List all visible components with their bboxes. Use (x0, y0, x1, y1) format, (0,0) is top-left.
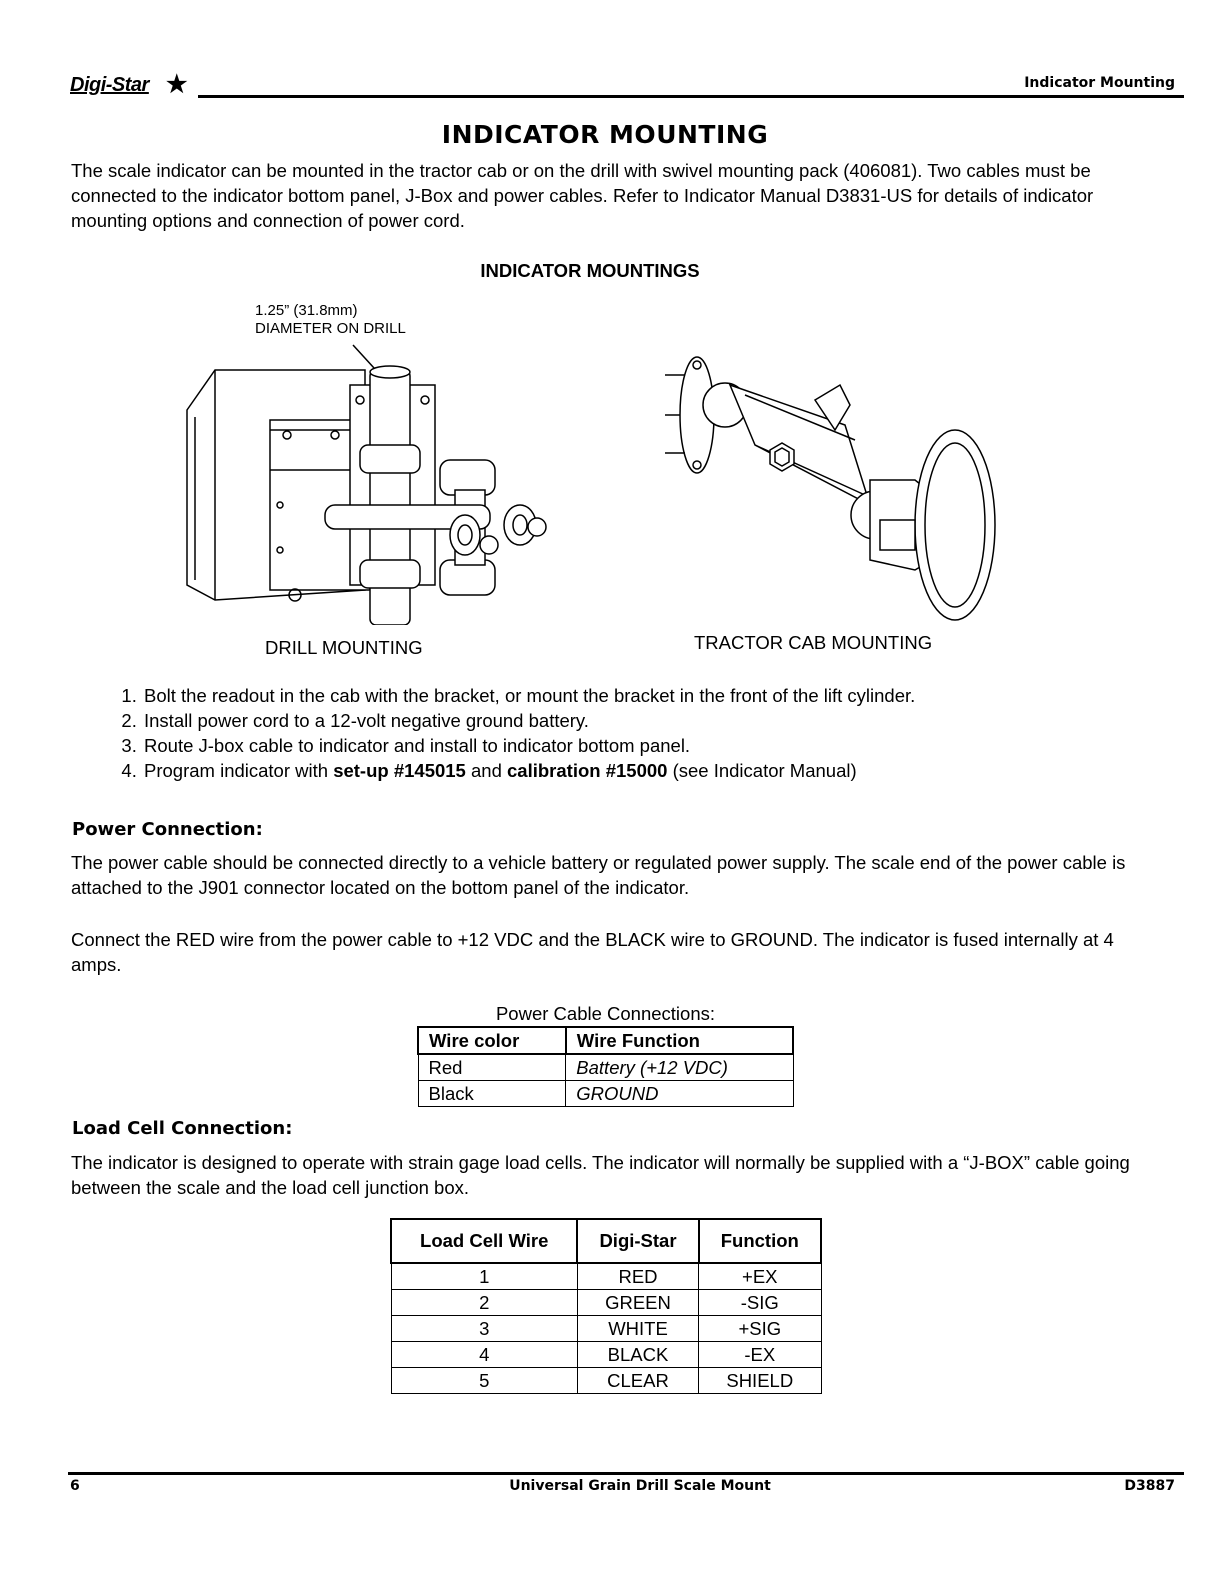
table-row (418, 1081, 793, 1107)
table-cell: -SIG (699, 1290, 821, 1316)
table-cell: GROUND (566, 1081, 793, 1107)
step-text: Program indicator with (144, 760, 334, 781)
document-number: D3887 (1124, 1478, 1175, 1494)
footer-title: Universal Grain Drill Scale Mount (509, 1478, 771, 1494)
step-text: and (465, 760, 508, 781)
step-text: Install power cord to a 12-volt negative ground battery. (144, 710, 589, 731)
table-cell: 3 (391, 1316, 577, 1342)
power-connection-heading: Power Connection: (72, 819, 263, 840)
step-text: Route J-box cable to indicator and install to indicator bottom panel. (144, 735, 691, 756)
table-row (391, 1263, 821, 1290)
table-header-row (391, 1219, 821, 1263)
load-cell-connection-heading: Load Cell Connection: (72, 1118, 293, 1139)
table-cell: BLACK (577, 1342, 698, 1368)
table-cell: CLEAR (577, 1368, 698, 1394)
dimension-line-2: DIAMETER ON DRILL (255, 320, 406, 337)
table-row (391, 1368, 821, 1394)
step-item (142, 708, 915, 733)
star-icon: ★ (166, 71, 188, 98)
page-number: 6 (70, 1478, 80, 1494)
column-header: Wire Function (566, 1027, 793, 1054)
power-cable-table (417, 1026, 794, 1107)
step-item (142, 683, 915, 708)
drill-mounting-caption: DRILL MOUNTING (265, 637, 423, 658)
step-text: Bolt the readout in the cab with the bracket, or mount the bracket in the front of the lift cylinder. (144, 685, 916, 706)
table-row (391, 1316, 821, 1342)
table-row (391, 1290, 821, 1316)
table-cell: +EX (699, 1263, 821, 1290)
tractor-cab-mounting-illustration (655, 330, 1015, 625)
table-cell: +SIG (699, 1316, 821, 1342)
tractor-cab-mounting-caption: TRACTOR CAB MOUNTING (694, 632, 933, 653)
column-header: Wire color (418, 1027, 566, 1054)
calibration-number: calibration #15000 (507, 760, 668, 781)
column-header: Function (699, 1219, 821, 1263)
table-cell: Black (418, 1081, 566, 1107)
dimension-label (255, 302, 406, 338)
power-table-caption: Power Cable Connections: (495, 1003, 716, 1024)
table-cell: 1 (391, 1263, 577, 1290)
step-text: (see Indicator Manual) (667, 760, 857, 781)
digi-star-logo: Digi-Star (70, 74, 149, 96)
table-cell: SHIELD (699, 1368, 821, 1394)
load-cell-table (390, 1218, 822, 1394)
intro-paragraph: The scale indicator can be mounted in the tractor cab or on the drill with swivel mounting pack (406081). Two cables must be connected to the indicator bottom panel, J-Box and power cables. Refer to Indicator Manual D3831-US for details of indicator mounting options and connection of power cord. (71, 160, 1094, 231)
column-header: Load Cell Wire (391, 1219, 577, 1263)
table-header-row (418, 1027, 793, 1054)
header-rule (198, 95, 1184, 98)
drill-mounting-illustration (175, 335, 555, 625)
table-cell: GREEN (577, 1290, 698, 1316)
column-header: Digi-Star (577, 1219, 698, 1263)
table-cell: Red (418, 1054, 566, 1081)
header-section-title: Indicator Mounting (1024, 75, 1175, 91)
table-row (391, 1342, 821, 1368)
step-item (142, 758, 915, 783)
dimension-line-1: 1.25” (31.8mm) (255, 302, 358, 319)
table-cell: -EX (699, 1342, 821, 1368)
installation-steps (100, 683, 915, 783)
table-cell: 5 (391, 1368, 577, 1394)
page-title: INDICATOR MOUNTING (441, 120, 769, 149)
table-cell: Battery (+12 VDC) (566, 1054, 793, 1081)
table-cell: RED (577, 1263, 698, 1290)
table-cell: 2 (391, 1290, 577, 1316)
table-cell: 4 (391, 1342, 577, 1368)
setup-number: set-up #145015 (333, 760, 466, 781)
power-paragraph-2: Connect the RED wire from the power cable to +12 VDC and the BLACK wire to GROUND. The indicator is fused internally at 4 amps. (71, 929, 1114, 975)
footer-rule (68, 1472, 1184, 1475)
table-cell: WHITE (577, 1316, 698, 1342)
table-row (418, 1054, 793, 1081)
power-paragraph-1: The power cable should be connected directly to a vehicle battery or regulated power supply. The scale end of the power cable is attached to the J901 connector located on the bottom panel of the indicator. (71, 852, 1126, 898)
figure-title: INDICATOR MOUNTINGS (480, 260, 700, 281)
load-cell-paragraph: The indicator is designed to operate with strain gage load cells. The indicator will normally be supplied with a “J-BOX” cable going between the scale and the load cell junction box. (71, 1152, 1130, 1198)
step-item (142, 733, 915, 758)
